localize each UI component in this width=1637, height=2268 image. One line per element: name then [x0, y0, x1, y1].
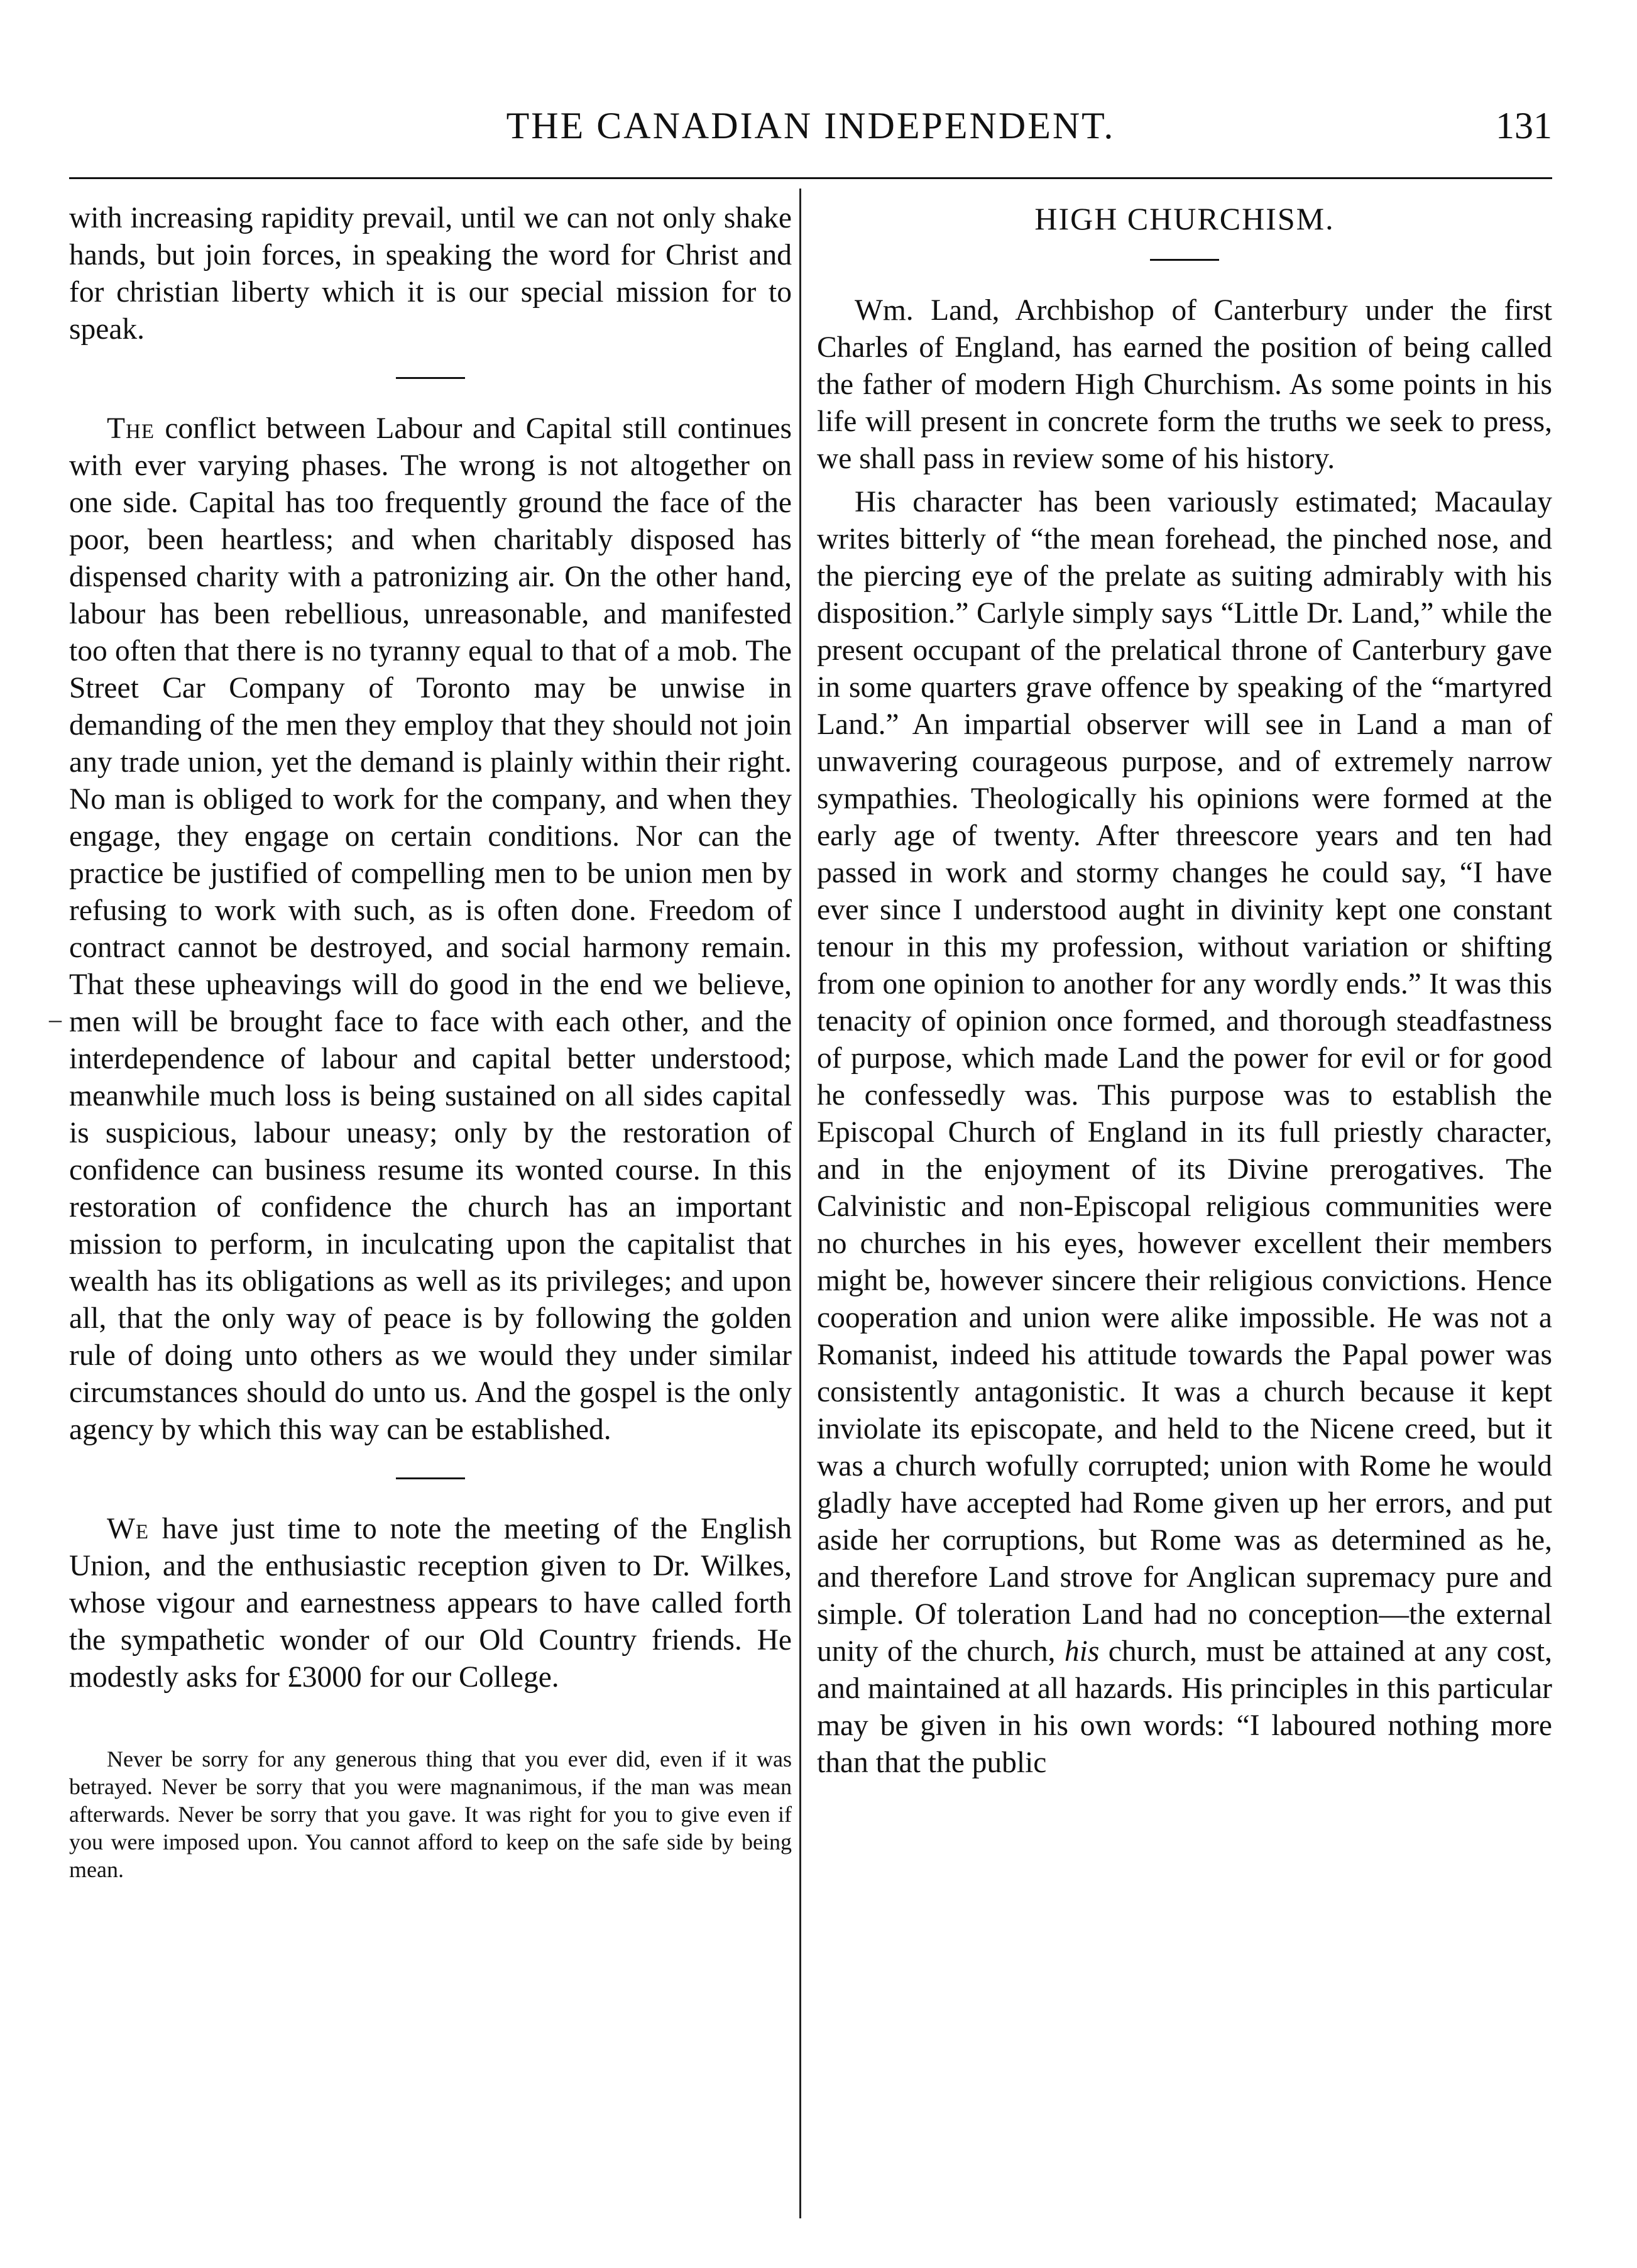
- left-paragraph-1: with increasing rapidity prevail, until we can not only shake hands, but join forces, in speaking the word for Christ and for christian liberty which it is our special mission for to speak.: [69, 202, 792, 346]
- page-number: 131: [1496, 105, 1552, 146]
- right-column: [817, 200, 1552, 1782]
- paragraph-lead: The: [107, 412, 155, 445]
- section-rule: [396, 377, 465, 379]
- right-paragraph-2: [817, 484, 1552, 1782]
- article-heading: HIGH CHURCHISM.: [1034, 201, 1335, 236]
- column-divider: [799, 189, 801, 2218]
- note-paragraph: Never be sorry for any generous thing that you ever did, even if it was betrayed. Never be sorry that you were magnanimous, if the man was mean afterwards. Never be sorry that you gave. It was right for you to give even if you were imposed upon. You cannot afford to keep on the safe side by being mean.: [69, 1746, 792, 1882]
- italic-word: his: [1064, 1635, 1100, 1668]
- paragraph-body: conflict between Labour and Capital still continues with ever varying phases. The wrong is not altogether on one side. Capital has too frequently ground the face of the poor, been heartless; and when charitably disposed has dispensed charity with a patronizing air. On the other hand, labour has been rebellious, unreasonable, and manifested too often that there is no tyranny equal to that of a mob. The Street Car Company of Toronto may be unwise in demanding of the men they employ that they should not join any trade union, yet the demand is plainly within their right. No man is obliged to work for the company, and when they engage, they engage on certain conditions. Nor can the practice be justified of compelling men to be union men by refusing to work with such, as is often done. Freedom of contract cannot be destroyed, and social harmony remain. That these upheavings will do good in the end we believe, men will be brought face to face with each other, and the interdependence of labour and capital better understood; meanwhile much loss is being sustained on all sides capital is suspicious, labour uneasy; only by the restoration of confidence can business resume its wonted course. In this restoration of confidence the church has an important mission to perform, in inculcating upon the capitalist that wealth has its obligations as well as its privileges; and upon all, that the only way of peace is by following the golden rule of doing unto others as we would they under similar circumstances should do unto us. And the gospel is the only agency by which this way can be established.: [69, 412, 792, 1446]
- right-paragraph-1: Wm. Land, Archbishop of Canterbury under the first Charles of England, has earned the position of being called the father of modern High Churchism. As some points in his life will present in concrete form the truths we seek to press, we shall pass in review some of his history.: [817, 294, 1552, 475]
- heading-rule: [1150, 259, 1219, 261]
- running-head: [69, 101, 1552, 163]
- header-rule: [69, 177, 1552, 179]
- running-title: THE CANADIAN INDEPENDENT.: [506, 105, 1115, 146]
- paragraph-body: His character has been variously estimated; Macaulay writes bitterly of “the mean forehead, the pinched nose, and the piercing eye of the prelate as suiting admirably with his disposition.” Carlyle simply says “Little Dr. Land,” while the present occupant of the prelatical throne of Canterbury gave in some quarters grave offence by speaking of the “martyred Land.” An impartial observer will see in Land a man of unwavering courageous purpose, and of extremely narrow sympathies. Theologically his opinions were formed at the early age of twenty. After threescore years and ten had passed in work and stormy changes he could say, “I have ever since I understood aught in divinity kept one constant tenour in this my profession, without variation or shifting from one opinion to another for any wordly ends.” It was this tenacity of opinion once formed, and thorough steadfastness of purpose, which made Land the power for evil or for good he confessedly was. This purpose was to establish the Episcopal Church of England in its full priestly character, and in the enjoyment of its Divine prerogatives. The Calvinistic and non-Episcopal religious communities were no churches in his eyes, however excellent their members might be, however sincere their religious convictions. Hence cooperation and union were alike impossible. He was not a Romanist, indeed his attitude towards the Papal power was consistently antagonistic. It was a church because it kept inviolate its episcopate, and held to the Nicene creed, but it was a church wofully corrupted; union with Rome he would gladly have accepted had Rome given up her errors, and put aside her corruptions, but Rome was as determined as he, and therefore Land strove for Anglican supremacy pure and simple. Of toleration Land had no conception—the external unity of the church,: [817, 486, 1552, 1668]
- paragraph-tail: church, must be attained at any cost, and maintained at all hazards. His principles in this particular may be given in his own words: “I laboured nothing more than that the public: [817, 1635, 1552, 1779]
- left-column: [69, 200, 792, 1883]
- left-paragraph-labour-capital: [69, 410, 792, 1449]
- paragraph-body: have just time to note the meeting of the English Union, and the enthusiastic reception given to Dr. Wilkes, whose vigour and earnestness appears to have called forth the sympathetic wonder of our Old Country friends. He modestly asks for £3000 for our College.: [69, 1513, 792, 1694]
- paragraph-lead: We: [107, 1513, 149, 1545]
- section-rule: [396, 1477, 465, 1479]
- margin-mark: –: [49, 1005, 62, 1033]
- left-paragraph-english-union: [69, 1511, 792, 1696]
